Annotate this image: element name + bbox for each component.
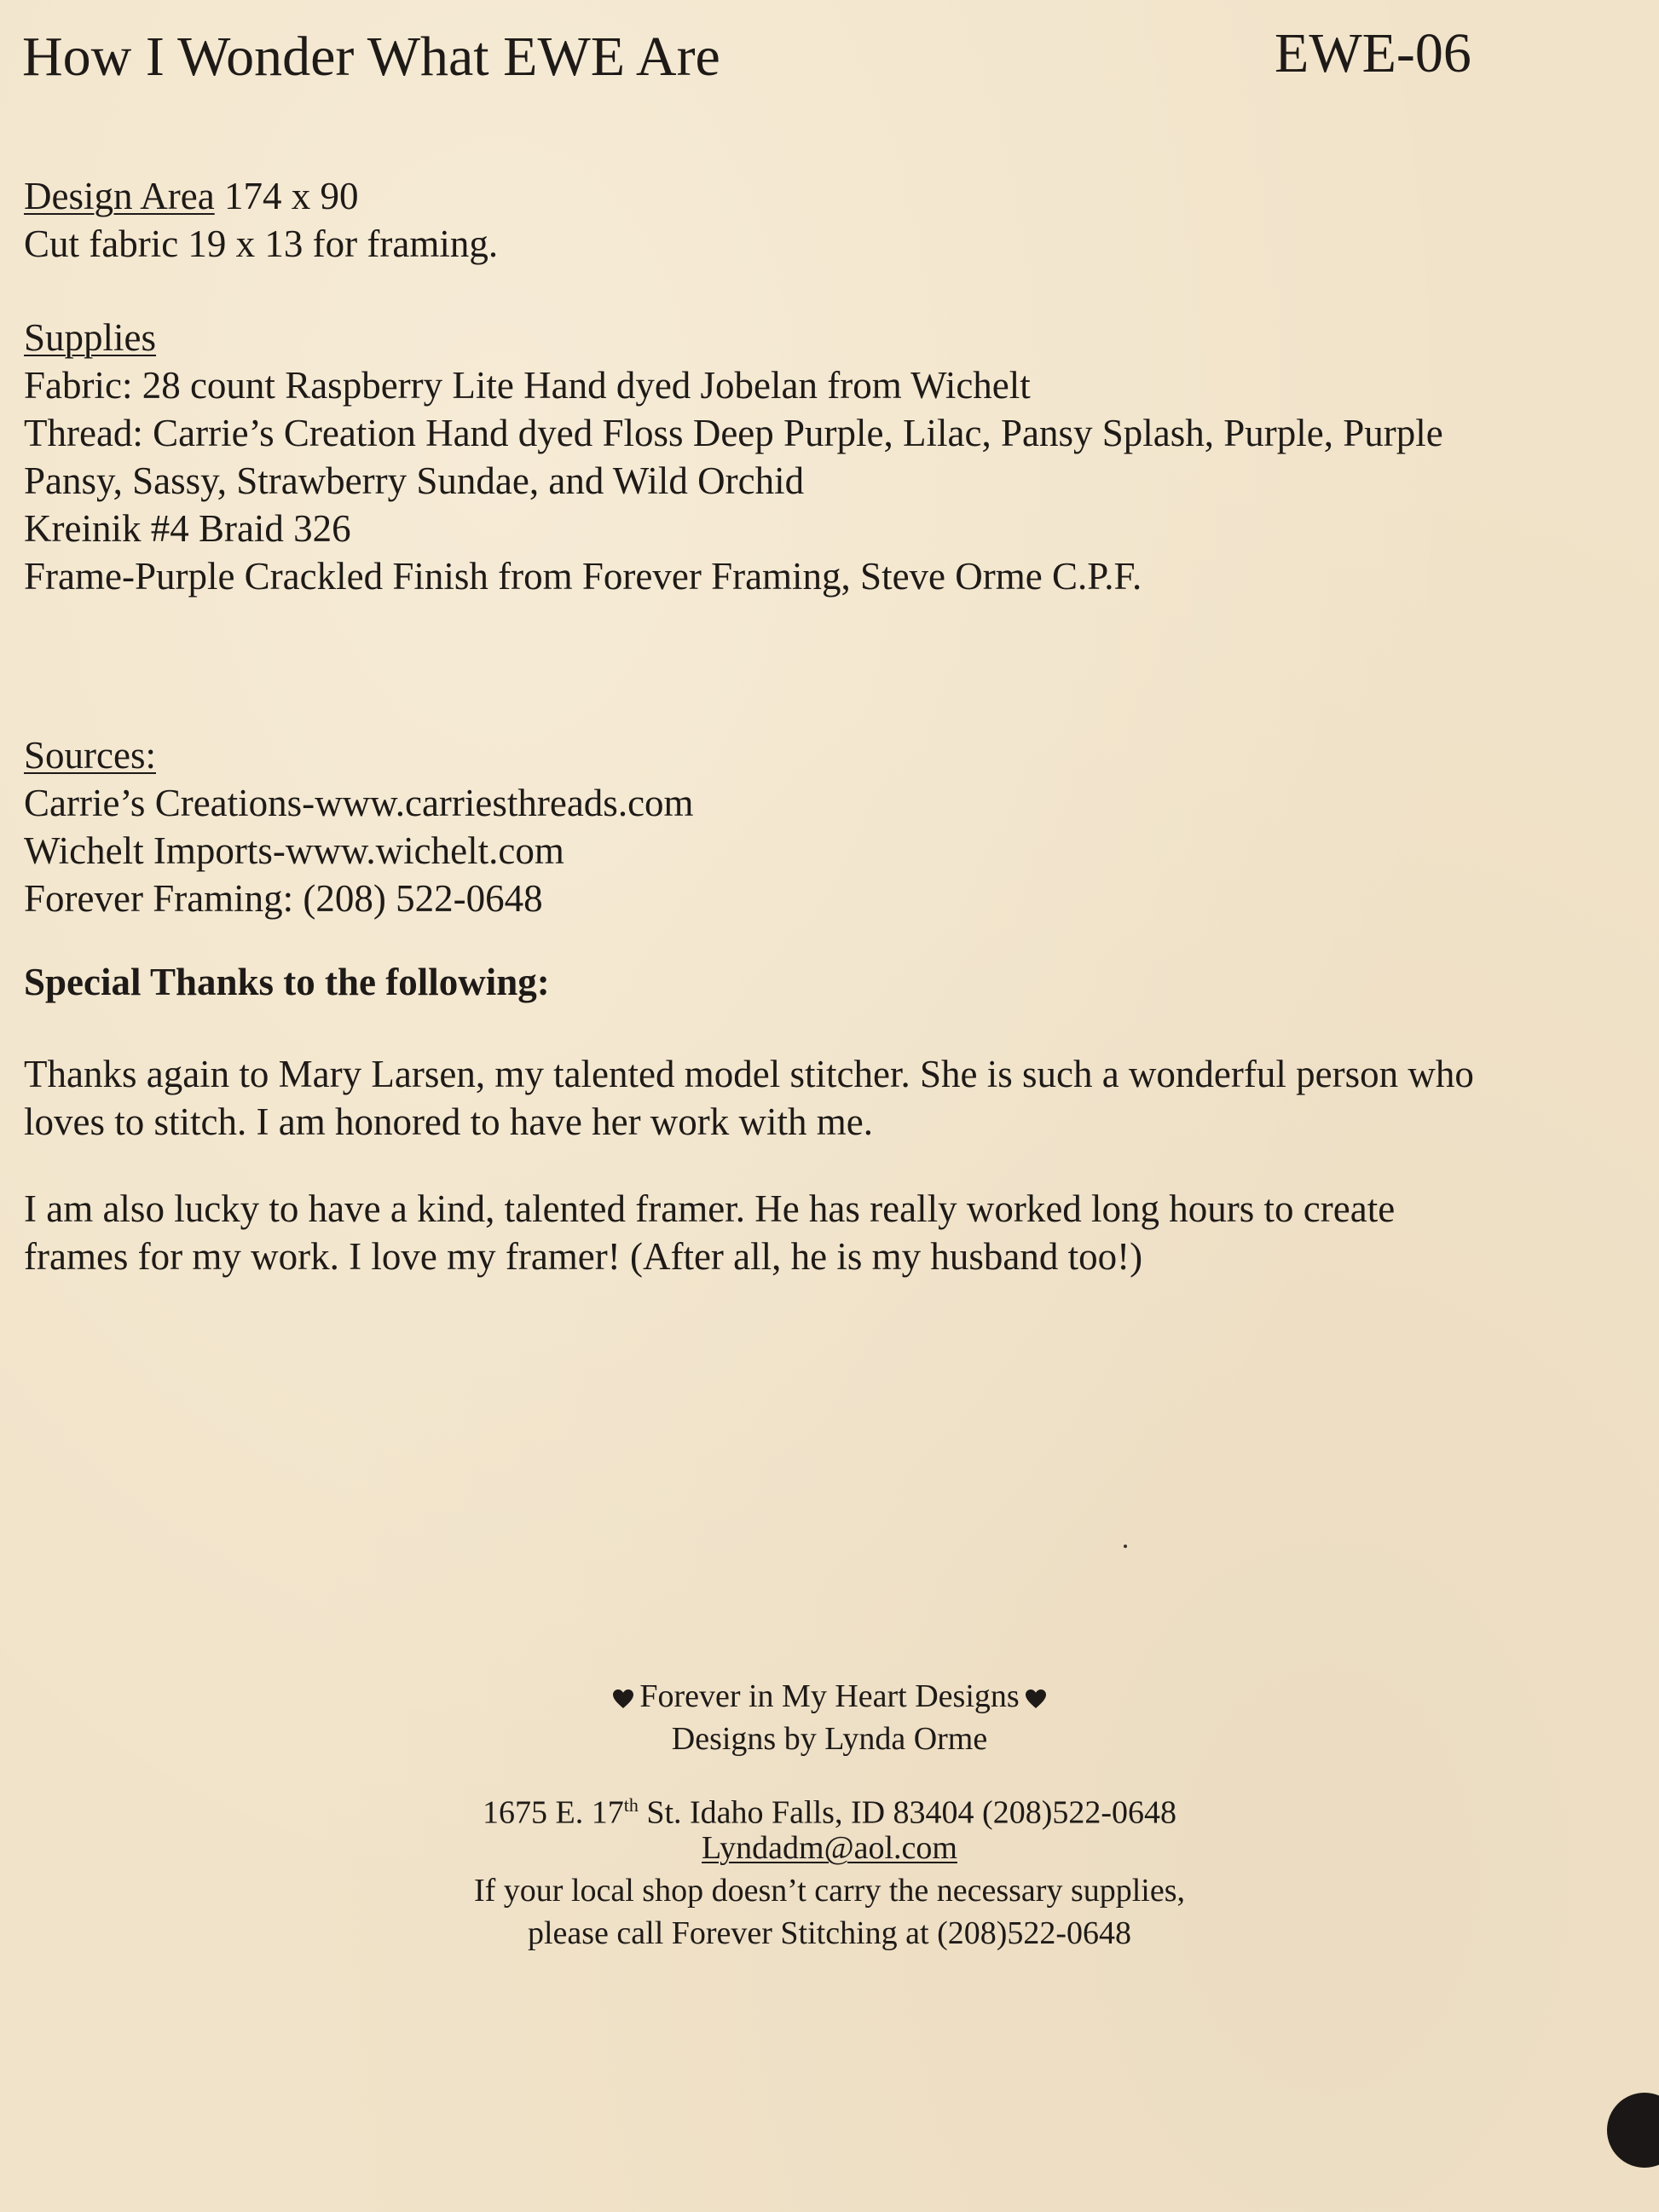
paragraph-line: Thanks again to Mary Larsen, my talented model stitcher. She is such a wonderful person who	[24, 1053, 1474, 1095]
scan-speck	[1124, 1545, 1127, 1548]
paragraph-line: I am also lucky to have a kind, talented framer. He has really worked long hours to create	[24, 1187, 1396, 1230]
address-prefix: 1675 E. 17	[482, 1794, 624, 1831]
company-line	[0, 1675, 1659, 1718]
supplies-heading: Supplies	[24, 316, 157, 359]
source-line: Carrie’s Creations-www.carriesthreads.com	[24, 782, 694, 824]
designer-line: Designs by Lynda Orme	[671, 1721, 988, 1757]
design-area-line	[24, 172, 498, 220]
design-area-section	[24, 172, 498, 268]
supplies-section	[24, 314, 1443, 600]
pattern-code: EWE-06	[1275, 22, 1471, 84]
address-line	[0, 1784, 1659, 1831]
heart-icon	[1025, 1689, 1047, 1709]
company-name: Forever in My Heart Designs	[639, 1678, 1020, 1714]
thanks-heading	[24, 958, 550, 1006]
thanks-paragraph-1	[24, 1050, 1474, 1146]
address-superscript: th	[623, 1794, 639, 1816]
email-line	[0, 1827, 1659, 1869]
design-area-value: 174 x 90	[214, 175, 359, 217]
paragraph-line: frames for my work. I love my framer! (After all, he is my husband too!)	[24, 1235, 1143, 1278]
supply-line: Kreinik #4 Braid 326	[24, 507, 351, 550]
supply-line: Thread: Carrie’s Creation Hand dyed Floss Deep Purple, Lilac, Pansy Splash, Purple, Purple	[24, 412, 1443, 454]
thanks-heading-text: Special Thanks to the following:	[24, 961, 550, 1003]
footer-spacer	[0, 1760, 1659, 1784]
design-area-label: Design Area	[24, 175, 215, 217]
sources-section	[24, 731, 694, 922]
source-line: Forever Framing: (208) 522-0648	[24, 877, 543, 920]
thanks-paragraph-2	[24, 1185, 1395, 1280]
source-line: Wichelt Imports-www.wichelt.com	[24, 829, 564, 872]
cut-fabric-line: Cut fabric 19 x 13 for framing.	[24, 222, 499, 265]
supply-line: Pansy, Sassy, Strawberry Sundae, and Wild Orchid	[24, 459, 805, 502]
supply-line: Frame-Purple Crackled Finish from Forever Framing, Steve Orme C.P.F.	[24, 555, 1142, 598]
address-suffix: St. Idaho Falls, ID 83404 (208)522-0648	[638, 1794, 1177, 1831]
footer-contact	[0, 1675, 1659, 1955]
punch-hole	[1607, 2093, 1659, 2168]
email-link[interactable]: Lyndadm@aol.com	[702, 1830, 957, 1866]
note-line-1: If your local shop doesn’t carry the necessary supplies,	[474, 1873, 1185, 1909]
page-title: How I Wonder What EWE Are	[22, 26, 720, 88]
note-line-2: please call Forever Stitching at (208)522-0648	[527, 1915, 1132, 1951]
sources-heading: Sources:	[24, 734, 156, 777]
paragraph-line: loves to stitch. I am honored to have her work with me.	[24, 1100, 874, 1143]
supply-line: Fabric: 28 count Raspberry Lite Hand dyed Jobelan from Wichelt	[24, 364, 1031, 407]
heart-icon	[612, 1689, 634, 1709]
